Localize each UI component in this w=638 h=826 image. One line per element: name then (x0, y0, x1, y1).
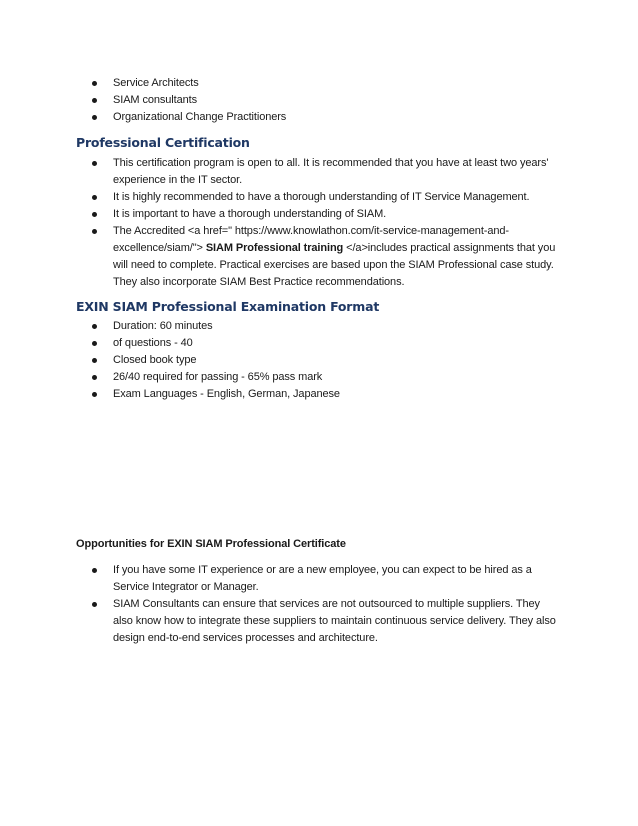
bullet-icon (92, 195, 97, 200)
bullet-icon (92, 229, 97, 234)
bullet-icon (92, 115, 97, 120)
bullet-icon (92, 375, 97, 380)
list-item (92, 335, 562, 352)
list-item-text: Duration: 60 minutes (113, 320, 213, 332)
list-item (92, 352, 562, 369)
professional-certification-heading: Professional Certification (76, 135, 250, 150)
list-item (92, 223, 562, 291)
roles-list (92, 75, 562, 126)
list-item-text: This certification program is open to all. It is recommended that you have at least two years' experience in the IT sector. (113, 157, 549, 186)
list-item-text: It is important to have a thorough understanding of SIAM. (113, 208, 387, 220)
list-item-text: It is highly recommended to have a thorough understanding of IT Service Management. (113, 191, 530, 203)
list-item (92, 369, 562, 386)
list-item (92, 562, 562, 596)
list-item (92, 386, 562, 403)
list-item-text: Closed book type (113, 354, 197, 366)
list-item-text: If you have some IT experience or are a new employee, you can expect to be hired as a Service Integrator or Manager. (113, 564, 532, 593)
bullet-icon (92, 392, 97, 397)
list-item (92, 75, 562, 92)
list-item (92, 318, 562, 335)
bullet-icon (92, 602, 97, 607)
bullet-icon (92, 212, 97, 217)
bullet-icon (92, 358, 97, 363)
bullet-icon (92, 324, 97, 329)
list-item-text: Exam Languages - English, German, Japanese (113, 388, 340, 400)
list-item (92, 189, 562, 206)
list-item-text: SIAM consultants (113, 94, 197, 106)
accredited-text-after: </a>includes practical assignments that you will need to complete. Practical exercises are based upon the SIAM Professional case study. They also incorporate SIAM Best Practice recommendations. (113, 242, 556, 288)
list-item (92, 155, 562, 189)
list-item (92, 109, 562, 126)
list-item-text: SIAM Consultants can ensure that services are not outsourced to multiple suppliers. They also know how to integrate these suppliers to maintain continuous service delivery. They also design end-to-end services processes and architecture. (113, 598, 556, 644)
certification-list (92, 155, 562, 291)
list-item-text: 26/40 required for passing - 65% pass mark (113, 371, 323, 383)
bullet-icon (92, 341, 97, 346)
list-item (92, 596, 562, 647)
list-item (92, 92, 562, 109)
opportunities-heading: Opportunities for EXIN SIAM Professional Certificate (76, 538, 346, 550)
bullet-icon (92, 81, 97, 86)
opportunities-list (92, 562, 562, 647)
list-item (92, 206, 562, 223)
list-item-text: of questions - 40 (113, 337, 193, 349)
training-link-text: SIAM Professional training (205, 242, 344, 254)
bullet-icon (92, 98, 97, 103)
accredited-text-before: The Accredited <a href=" https://www.knowlathon.com/it-service-management-and-excellence/siam/"> (113, 225, 509, 254)
bullet-icon (92, 568, 97, 573)
list-item-text: Service Architects (113, 77, 199, 89)
bullet-icon (92, 161, 97, 166)
list-item-text: Organizational Change Practitioners (113, 111, 287, 123)
exam-format-list (92, 318, 562, 403)
exam-format-heading: EXIN SIAM Professional Examination Format (76, 299, 380, 314)
